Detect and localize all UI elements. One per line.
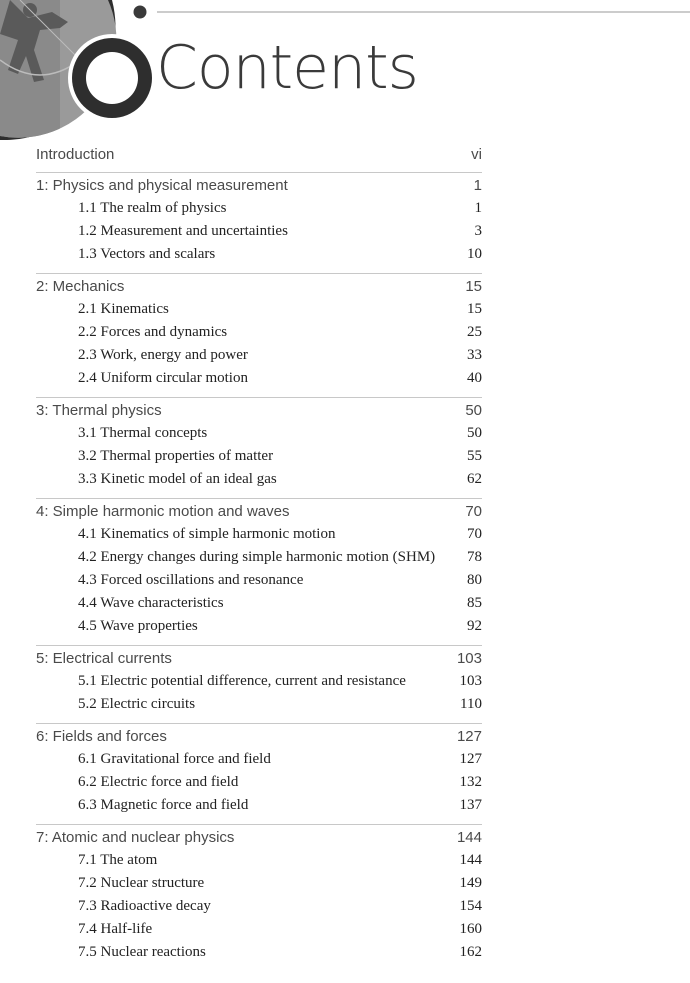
chapter-page-number: 50 bbox=[465, 402, 482, 419]
chapter-divider bbox=[36, 498, 482, 499]
toc-chapter-row[interactable] bbox=[36, 402, 482, 424]
chapter-divider bbox=[36, 397, 482, 398]
section-title: 7.3 Radioactive decay bbox=[78, 898, 211, 914]
chapter-divider bbox=[36, 723, 482, 724]
section-page-number: 162 bbox=[459, 944, 482, 960]
toc-section-row[interactable] bbox=[36, 696, 482, 718]
section-page-number: 110 bbox=[460, 696, 482, 712]
section-title: 4.5 Wave properties bbox=[78, 618, 198, 634]
page-title: Contents bbox=[156, 33, 418, 103]
toc-section-row[interactable] bbox=[36, 200, 482, 222]
section-title: 2.3 Work, energy and power bbox=[78, 347, 248, 363]
section-title: 7.1 The atom bbox=[78, 852, 158, 868]
chapter-title: 6: Fields and forces bbox=[36, 728, 167, 745]
chapter-page-number: vi bbox=[471, 146, 482, 163]
chapter-page-number: 144 bbox=[456, 829, 482, 846]
chapter-page-number: 70 bbox=[465, 503, 482, 520]
chapter-title: 2: Mechanics bbox=[36, 278, 125, 295]
section-title: 4.2 Energy changes during simple harmonic motion (SHM) bbox=[78, 549, 436, 565]
section-page-number: 1 bbox=[474, 200, 482, 216]
toc-chapter-row[interactable] bbox=[36, 728, 482, 750]
section-page-number: 78 bbox=[467, 549, 482, 565]
section-page-number: 55 bbox=[467, 448, 482, 464]
toc-section-row[interactable] bbox=[36, 549, 482, 571]
section-title: 5.2 Electric circuits bbox=[78, 696, 196, 712]
section-page-number: 15 bbox=[467, 301, 482, 317]
toc-section-row[interactable] bbox=[36, 898, 482, 920]
section-page-number: 70 bbox=[467, 526, 482, 542]
toc-section-row[interactable] bbox=[36, 425, 482, 447]
section-title: 3.2 Thermal properties of matter bbox=[78, 448, 274, 464]
chapter-title: 3: Thermal physics bbox=[36, 402, 162, 419]
section-title: 5.1 Electric potential difference, current and resistance bbox=[78, 673, 406, 689]
chapter-divider bbox=[36, 172, 482, 173]
section-page-number: 50 bbox=[467, 425, 482, 441]
toc-chapter-row[interactable] bbox=[36, 278, 482, 300]
section-title: 7.2 Nuclear structure bbox=[78, 875, 205, 891]
section-page-number: 3 bbox=[474, 223, 482, 239]
chapter-title: 1: Physics and physical measurement bbox=[36, 177, 288, 194]
section-title: 6.1 Gravitational force and field bbox=[78, 751, 271, 767]
toc-chapter-row[interactable] bbox=[36, 503, 482, 525]
toc-section-row[interactable] bbox=[36, 875, 482, 897]
section-title: 2.4 Uniform circular motion bbox=[78, 370, 248, 386]
section-page-number: 62 bbox=[467, 471, 482, 487]
toc-chapter-row[interactable] bbox=[36, 177, 482, 199]
section-page-number: 80 bbox=[467, 572, 482, 588]
chapter-title: Introduction bbox=[36, 146, 115, 163]
chapter-divider bbox=[36, 273, 482, 274]
toc-section-row[interactable] bbox=[36, 572, 482, 594]
chapter-divider bbox=[36, 645, 482, 646]
section-title: 4.3 Forced oscillations and resonance bbox=[78, 572, 304, 588]
toc-chapter-row[interactable] bbox=[36, 650, 482, 672]
toc-section-row[interactable] bbox=[36, 324, 482, 346]
toc-section-row[interactable] bbox=[36, 246, 482, 268]
toc-section-row[interactable] bbox=[36, 471, 482, 493]
toc-section-row[interactable] bbox=[36, 223, 482, 245]
toc-section-row[interactable] bbox=[36, 595, 482, 617]
toc-section-row[interactable] bbox=[36, 751, 482, 773]
chapter-page-number: 1 bbox=[473, 177, 482, 194]
chapter-title: 5: Electrical currents bbox=[36, 650, 172, 667]
toc-section-row[interactable] bbox=[36, 944, 482, 966]
chapter-divider bbox=[36, 824, 482, 825]
section-title: 7.5 Nuclear reactions bbox=[78, 944, 206, 960]
section-title: 1.2 Measurement and uncertainties bbox=[78, 223, 288, 239]
section-page-number: 10 bbox=[467, 246, 482, 262]
section-page-number: 103 bbox=[459, 673, 482, 689]
section-page-number: 25 bbox=[467, 324, 482, 340]
section-title: 1.1 The realm of physics bbox=[78, 200, 227, 216]
section-title: 3.3 Kinetic model of an ideal gas bbox=[78, 471, 277, 487]
toc-chapter-row[interactable] bbox=[36, 829, 482, 851]
section-page-number: 40 bbox=[467, 370, 482, 386]
section-page-number: 160 bbox=[459, 921, 482, 937]
section-page-number: 127 bbox=[459, 751, 482, 767]
section-title: 6.2 Electric force and field bbox=[78, 774, 239, 790]
section-page-number: 33 bbox=[467, 347, 482, 363]
section-page-number: 85 bbox=[467, 595, 482, 611]
section-page-number: 92 bbox=[467, 618, 482, 634]
toc-section-row[interactable] bbox=[36, 774, 482, 796]
section-page-number: 149 bbox=[459, 875, 482, 891]
chapter-title: 4: Simple harmonic motion and waves bbox=[36, 503, 290, 520]
section-title: 4.1 Kinematics of simple harmonic motion bbox=[78, 526, 336, 542]
small-dot bbox=[134, 6, 147, 19]
toc-section-row[interactable] bbox=[36, 347, 482, 369]
section-title: 2.1 Kinematics bbox=[78, 301, 169, 317]
toc-section-row[interactable] bbox=[36, 370, 482, 392]
toc-chapter-row[interactable] bbox=[36, 146, 482, 168]
toc-section-row[interactable] bbox=[36, 797, 482, 819]
section-page-number: 154 bbox=[459, 898, 482, 914]
chapter-page-number: 15 bbox=[465, 278, 482, 295]
section-title: 4.4 Wave characteristics bbox=[78, 595, 224, 611]
toc-section-row[interactable] bbox=[36, 301, 482, 323]
section-title: 6.3 Magnetic force and field bbox=[78, 797, 249, 813]
toc-section-row[interactable] bbox=[36, 448, 482, 470]
section-title: 7.4 Half-life bbox=[78, 921, 153, 937]
toc-section-row[interactable] bbox=[36, 618, 482, 640]
section-page-number: 137 bbox=[459, 797, 482, 813]
toc-section-row[interactable] bbox=[36, 921, 482, 943]
chapter-page-number: 103 bbox=[456, 650, 482, 667]
chapter-title: 7: Atomic and nuclear physics bbox=[36, 829, 235, 846]
section-page-number: 132 bbox=[459, 774, 482, 790]
chapter-page-number: 127 bbox=[456, 728, 482, 745]
section-title: 1.3 Vectors and scalars bbox=[78, 246, 216, 262]
toc-section-row[interactable] bbox=[36, 673, 482, 695]
section-page-number: 144 bbox=[459, 852, 482, 868]
toc-section-row[interactable] bbox=[36, 852, 482, 874]
toc-section-row[interactable] bbox=[36, 526, 482, 548]
section-title: 3.1 Thermal concepts bbox=[78, 425, 208, 441]
section-title: 2.2 Forces and dynamics bbox=[78, 324, 228, 340]
